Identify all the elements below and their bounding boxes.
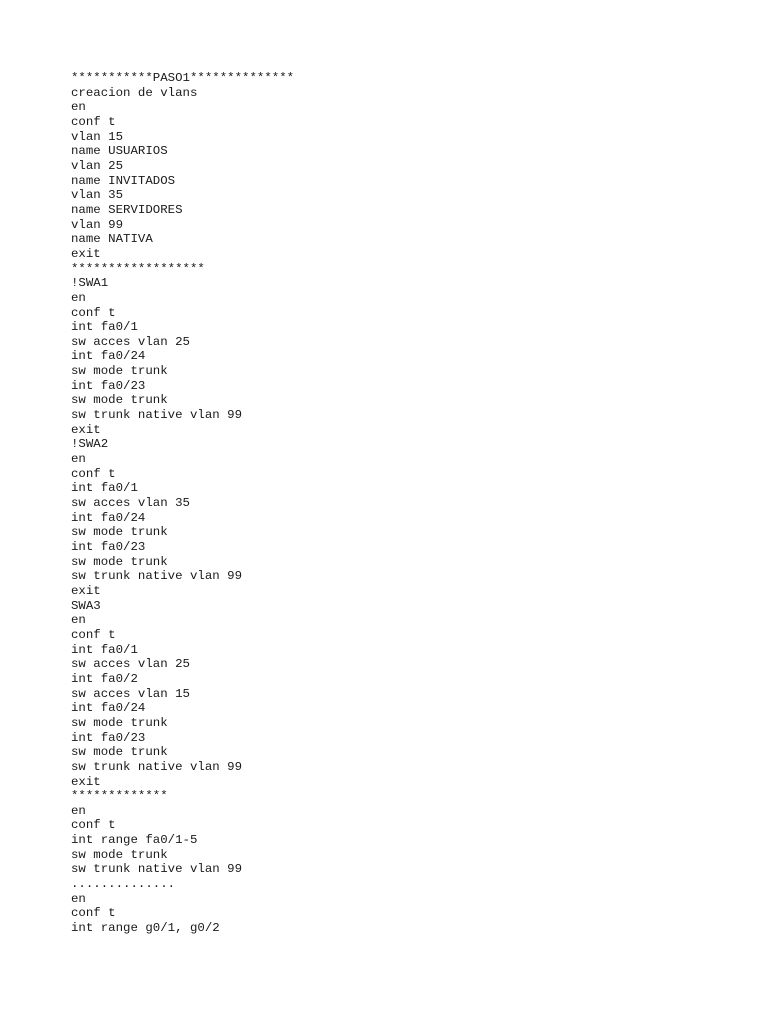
document-line: int fa0/23	[71, 540, 146, 554]
document-line: conf t	[71, 466, 116, 481]
document-line: exit	[71, 583, 101, 598]
document-text	[71, 71, 294, 936]
document-line: int fa0/23	[71, 730, 146, 745]
document-line: conf t	[71, 114, 116, 129]
document-line: creacion de vlans	[71, 85, 198, 100]
document-line: conf t	[71, 305, 116, 320]
document-line: ***********PASO1**************	[71, 71, 295, 85]
document-line: en	[71, 803, 86, 818]
document-line: int fa0/24	[71, 701, 146, 716]
document-line: vlan 25	[71, 158, 124, 173]
document-line: int fa0/1	[71, 320, 138, 335]
document-line: sw mode trunk	[71, 364, 168, 379]
document-line: sw acces vlan 25	[71, 334, 190, 349]
document-line: int fa0/2	[71, 671, 138, 686]
document-line: conf t	[71, 906, 116, 921]
document-line: conf t	[71, 818, 116, 833]
document-line: en	[71, 613, 86, 628]
document-line: sw trunk native vlan 99	[71, 569, 243, 584]
document-line: vlan 35	[71, 188, 124, 203]
document-line: sw mode trunk	[71, 745, 168, 760]
document-line: en	[71, 100, 86, 115]
document-line: int fa0/24	[71, 349, 146, 364]
document-line: en	[71, 290, 86, 305]
document-line: !SWA1	[71, 276, 109, 291]
document-line: exit	[71, 246, 101, 261]
document-line: sw mode trunk	[71, 715, 168, 730]
document-line: sw trunk native vlan 99	[71, 862, 243, 877]
document-line: name SERVIDORES	[71, 202, 183, 217]
document-line: sw mode trunk	[71, 525, 168, 540]
document-line: int fa0/1	[71, 642, 138, 657]
document-line: int range g0/1, g0/2	[71, 921, 220, 936]
document-line: !SWA2	[71, 437, 109, 452]
document-line: name INVITADOS	[71, 173, 176, 188]
document-line: vlan 99	[71, 217, 124, 232]
document-line: sw acces vlan 25	[71, 657, 190, 672]
document-line: SWA3	[71, 598, 101, 613]
document-line: sw mode trunk	[71, 554, 168, 569]
document-line: *************	[71, 789, 168, 804]
document-line: int fa0/23	[71, 378, 146, 393]
document-line: int range fa0/1-5	[71, 833, 198, 848]
document-line: en	[71, 891, 86, 906]
document-line: sw acces vlan 15	[71, 686, 190, 701]
document-line: int fa0/24	[71, 510, 146, 525]
document-line: vlan 15	[71, 129, 124, 144]
document-line: sw acces vlan 35	[71, 496, 190, 511]
document-line: sw mode trunk	[71, 847, 168, 862]
document-line: conf t	[71, 627, 116, 642]
document-line: name NATIVA	[71, 232, 153, 247]
document-line: ..............	[71, 877, 176, 892]
document-line: exit	[71, 774, 101, 789]
document-line: en	[71, 452, 86, 467]
document-line: int fa0/1	[71, 481, 138, 496]
document-line: sw trunk native vlan 99	[71, 408, 243, 423]
document-line: name USUARIOS	[71, 144, 168, 159]
document-line: sw mode trunk	[71, 393, 168, 408]
document-line: exit	[71, 422, 101, 437]
document-line: sw trunk native vlan 99	[71, 759, 243, 774]
document-line: ******************	[71, 261, 205, 276]
